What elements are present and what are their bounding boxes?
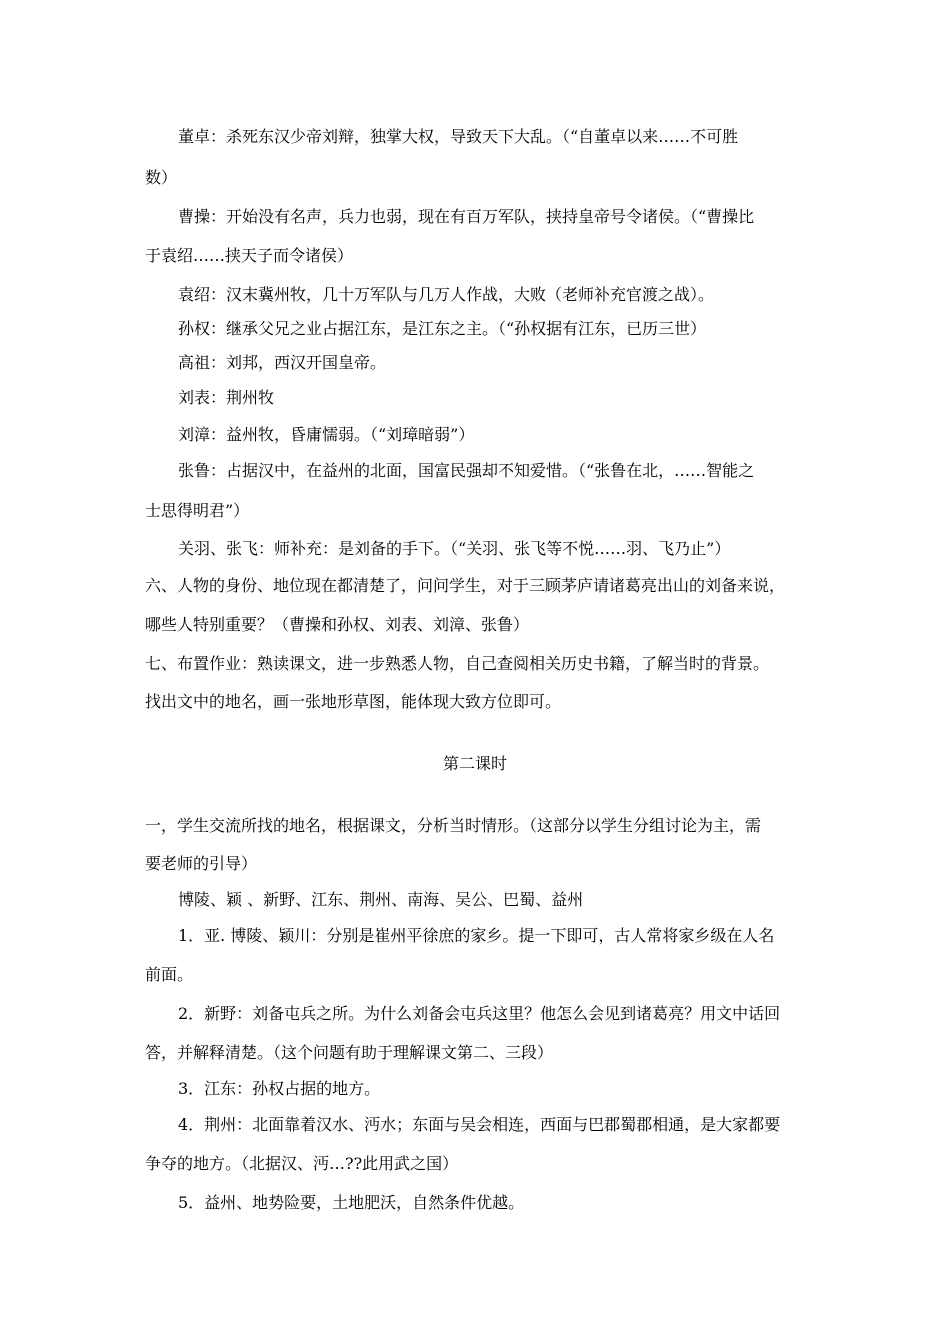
text-line-dongzhuo-cont: 数） [145,168,178,187]
text-line-caocao-cont: 于袁绍……挟天子而令诸侯） [145,246,354,265]
text-line-section-six: 六、人物的身份、地位现在都清楚了，问问学生，对于三顾茅庐请诸葛亮出山的刘备来说， [145,576,786,595]
text-line-section-seven-cont: 找出文中的地名，画一张地形草图，能体现大致方位即可。 [145,692,562,711]
text-line-item-2-cont: 答，并解释清楚。（这个问题有助于理解课文第二、三段） [145,1043,554,1062]
text-line-section-seven: 七、布置作业：熟读课文，进一步熟悉人物，自己查阅相关历史书籍，了解当时的背景。 [145,654,770,673]
text-line-part-one-cont: 要老师的引导） [145,854,258,873]
text-line-yuanshao: 袁绍：汉末冀州牧，几十万军队与几万人作战，大败（老师补充官渡之战）。 [178,285,715,304]
text-line-place-names: 博陵、颖 、新野、江东、荆州、南海、吴公、巴蜀、益州 [178,890,584,909]
text-line-item-4-cont: 争夺的地方。（北据汉、沔…??此用武之国） [145,1154,459,1173]
text-line-part-one: 一，学生交流所找的地名，根据课文，分析当时情形。（这部分以学生分组讨论为主，需 [145,816,762,835]
text-line-item-1-cont: 前面。 [145,965,194,984]
text-line-item-2: 2．新野：刘备屯兵之所。为什么刘备会屯兵这里？他怎么会见到诸葛亮？用文中话回 [178,1004,781,1023]
text-line-liuzhang: 刘漳：益州牧，昏庸懦弱。（“刘璋暗弱”） [178,425,475,444]
text-line-zhanglu-cont: 士思得明君”） [145,501,250,520]
text-line-section-six-cont: 哪些人特别重要？（曹操和孙权、刘表、刘漳、张鲁） [145,615,530,634]
text-line-item-5: 5．益州、地势险要，土地肥沃，自然条件优越。 [178,1193,525,1212]
text-line-item-1: 1．亚. 博陵、颖川：分别是崔州平徐庶的家乡。提一下即可，古人常将家乡级在人名 [178,926,775,945]
section-heading: 第二课时 [442,754,507,773]
text-line-liubiao: 刘表：荆州牧 [178,388,275,407]
text-line-item-3: 3．江东：孙权占据的地方。 [178,1079,381,1098]
text-line-dongzhuo: 董卓：杀死东汉少帝刘辩，独掌大权，导致天下大乱。（“自董卓以来……不可胜 [178,127,739,146]
text-line-gaozu: 高祖：刘邦，西汉开国皇帝。 [178,353,387,372]
text-line-caocao: 曹操：开始没有名声，兵力也弱，现在有百万军队，挟持皇帝号令诸侯。（“曹操比 [178,207,755,226]
text-line-guanyu-zhangfei: 关羽、张飞：师补充：是刘备的手下。（“关羽、张飞等不悦……羽、飞乃止”） [178,539,731,558]
text-line-zhanglu: 张鲁：占据汉中，在益州的北面，国富民强却不知爱惜。（“张鲁在北，……智能之 [178,461,755,480]
text-line-sunquan: 孙权：继承父兄之业占据江东，是江东之主。（“孙权据有江东，已历三世） [178,319,707,338]
text-line-item-4: 4．荆州：北面靠着汉水、沔水；东面与吴会相连，西面与巴郡蜀郡相通，是大家都要 [178,1115,781,1134]
